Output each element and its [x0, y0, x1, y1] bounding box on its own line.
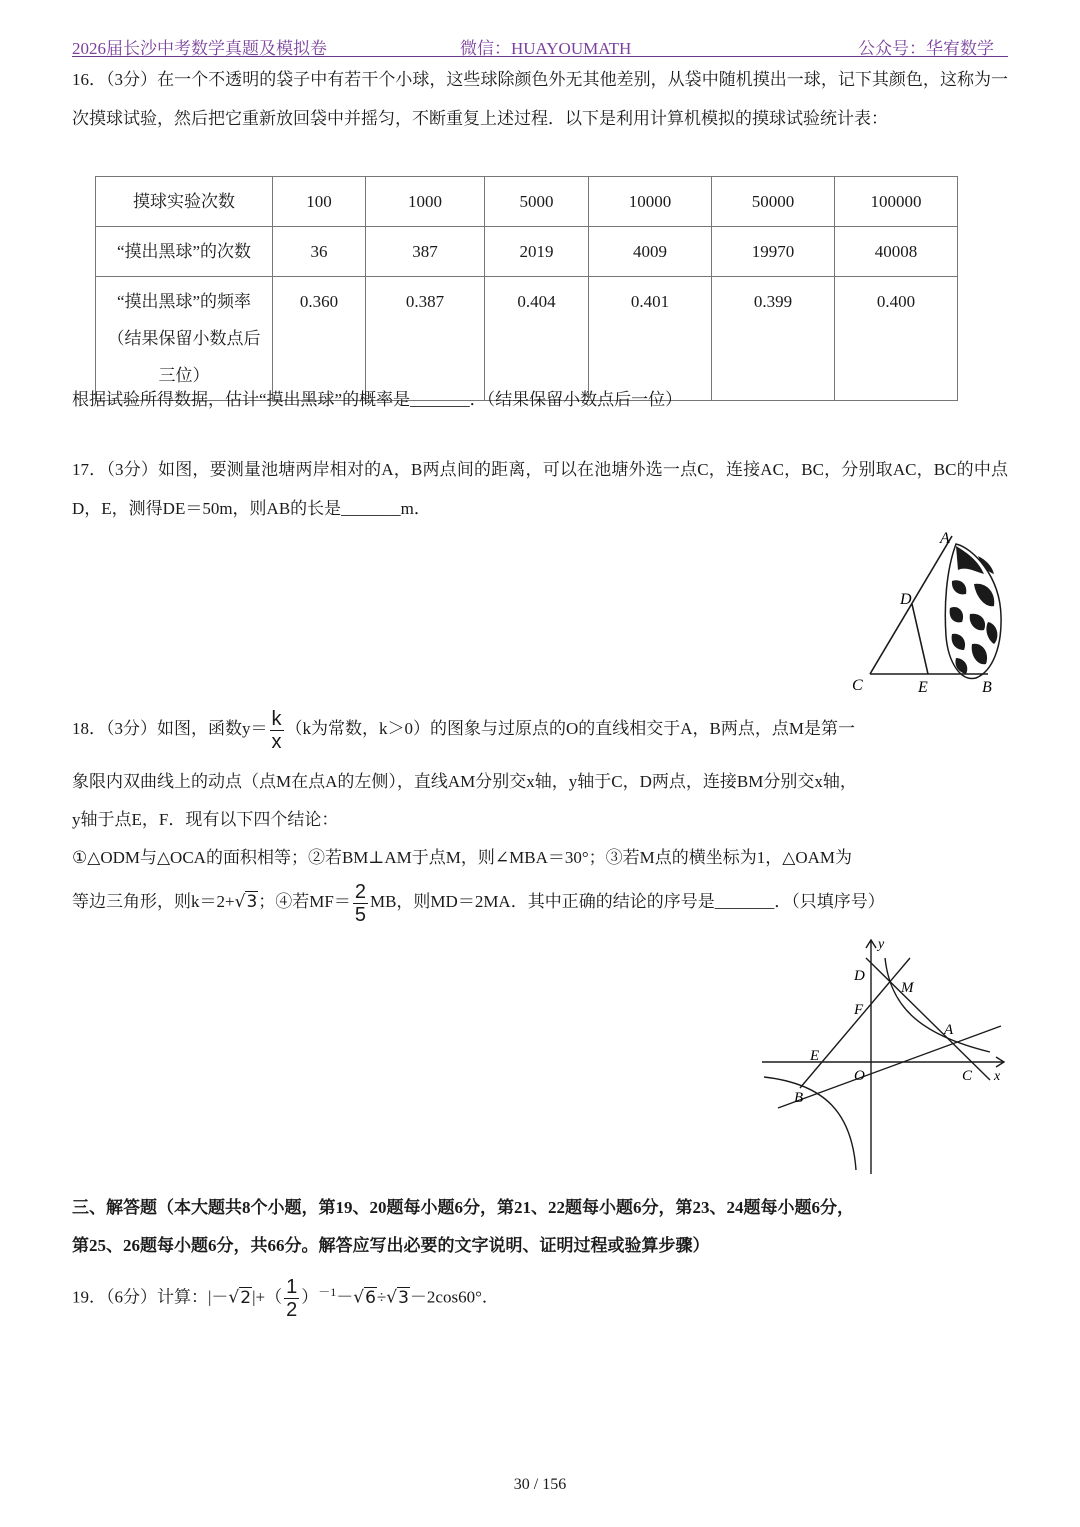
- table-cell: 36: [273, 227, 366, 277]
- section3-line1: 三、解答题（本大题共8个小题，第19、20题每小题6分，第21、22题每小题6分，第23、24题每小题6分，: [72, 1198, 854, 1217]
- table-cell: “摸出黑球”的次数: [96, 227, 273, 277]
- q18-fraction-2: [353, 882, 368, 925]
- table-cell: 19970: [712, 227, 835, 277]
- sqrt-expr: √2: [228, 1287, 252, 1308]
- sqrt-radicand: 6: [365, 1287, 376, 1308]
- label-x: x: [994, 1069, 1001, 1084]
- q18-line5-b: ；④若MF＝: [258, 892, 351, 911]
- hyperbola-branch-1: [885, 958, 990, 1052]
- label-d: D: [854, 968, 865, 984]
- q18-line5-c: MB，则MD＝2MA．其中正确的结论的序号是_______．（只填序号）: [369, 892, 885, 911]
- frac-num: 2: [354, 880, 366, 903]
- q19-d: －: [336, 1287, 354, 1307]
- frac-num: 1: [286, 1276, 298, 1299]
- table-cell: 0.399: [712, 277, 835, 401]
- q19-e: ÷: [376, 1287, 387, 1307]
- freq-label-line3: 三位）: [158, 366, 210, 385]
- table-cell: 0.360: [273, 277, 366, 401]
- q18-line1-a: 18．（3分）如图，函数y＝: [72, 719, 268, 738]
- q19-b: |+（: [252, 1287, 283, 1307]
- table-cell: 0.404: [485, 277, 589, 401]
- sqrt-expr: √3: [386, 1287, 409, 1308]
- frac-num: k: [271, 707, 282, 730]
- table-cell: 50000: [712, 177, 835, 227]
- table-cell: 4009: [589, 227, 712, 277]
- q18-line5-a: 等边三角形，则k＝2+: [72, 892, 235, 911]
- table-cell: 0.400: [835, 277, 958, 401]
- q19-a: 19．（6分）计算：|－: [72, 1287, 229, 1307]
- label-o: O: [854, 1068, 865, 1084]
- freq-label-line2: （结果保留小数点后: [107, 329, 261, 348]
- label-a: A: [940, 530, 950, 547]
- sqrt-expr: √6: [353, 1287, 376, 1308]
- section3-line2: 第25、26题每小题6分，共66分。解答应写出必要的文字说明、证明过程或验算步骤）: [72, 1236, 710, 1255]
- table-row: [96, 227, 958, 277]
- page-number: 30 / 156: [513, 1476, 567, 1493]
- q18-fraction: [270, 709, 284, 752]
- q17-text: 17．（3分）如图，要测量池塘两岸相对的A，B两点间的距离，可以在池塘外选一点C，连接AC，BC，分别取AC，BC的中点D，E，测得DE＝50m，则AB的长是_______m．: [72, 460, 1008, 518]
- q19-expression: [72, 1270, 1008, 1320]
- label-b: B: [982, 679, 992, 696]
- sqrt-radicand: 3: [398, 1287, 409, 1308]
- table-cell: 100: [273, 177, 366, 227]
- q19-c: ）: [301, 1287, 319, 1307]
- q19-f: －2cos60°．: [409, 1287, 499, 1307]
- header-account: 公众号：华宥数学: [858, 39, 994, 58]
- label-c: C: [852, 677, 863, 694]
- table-cell: 0.387: [366, 277, 485, 401]
- label-a: A: [944, 1022, 954, 1038]
- table-cell: 10000: [589, 177, 712, 227]
- label-b: B: [794, 1090, 804, 1106]
- freq-label-line1: “摸出黑球”的频率: [116, 292, 252, 311]
- table-cell: 1000: [366, 177, 485, 227]
- label-f: F: [854, 1002, 864, 1018]
- frac-den: 2: [286, 1299, 298, 1322]
- q18-line3: y轴于点E，F．现有以下四个结论：: [72, 810, 339, 829]
- table-cell: 摸球实验次数: [96, 177, 273, 227]
- label-m: M: [901, 980, 914, 996]
- q18-line1-b: （k为常数，k＞0）的图象与过原点的O的直线相交于A，B两点，点M是第一: [285, 719, 856, 738]
- q19-fraction: [284, 1277, 299, 1320]
- q16-question: 根据试验所得数据，估计“摸出黑球”的概率是_______．（结果保留小数点后一位）: [72, 390, 683, 409]
- line-de: [912, 604, 928, 674]
- label-e: E: [918, 679, 928, 696]
- table-cell: 387: [366, 227, 485, 277]
- label-y: y: [878, 937, 885, 952]
- hyperbola-branch-2: [764, 1077, 856, 1170]
- page-header: [72, 34, 1008, 57]
- q17-figure: [848, 526, 1010, 698]
- label-e: E: [810, 1048, 820, 1064]
- q18-line2: 象限内双曲线上的动点（点M在点A的左侧），直线AM分别交x轴，y轴于C，D两点，连接BM分别交x轴，: [72, 772, 857, 791]
- header-title: 2026届长沙中考数学真题及模拟卷: [72, 39, 327, 58]
- table-cell: 0.401: [589, 277, 712, 401]
- label-c: C: [962, 1068, 973, 1084]
- q18-line4: ①△ODM与△OCA的面积相等；②若BM⊥AM于点M，则∠MBA＝30°；③若M点的横坐标为1，△OAM为: [72, 848, 853, 867]
- table-cell: 100000: [835, 177, 958, 227]
- table-row: [96, 177, 958, 227]
- q16-text: 16．（3分）在一个不透明的袋子中有若干个小球，这些球除颜色外无其他差别，从袋中随机摸出一球，记下其颜色，这称为一次摸球试验，然后把它重新放回袋中并摇匀，不断重复上述过程．以下是利用计算机模拟的摸球试验统计表：: [72, 70, 1008, 128]
- frac-den: 5: [354, 903, 366, 926]
- label-d: D: [900, 591, 912, 608]
- q19-exponent: －1: [318, 1285, 337, 1299]
- sqrt-expr: √3: [234, 892, 258, 912]
- line-ab: [778, 1026, 1001, 1108]
- sqrt-radicand: 2: [240, 1287, 252, 1308]
- q18-figure: [756, 934, 1012, 1178]
- q18-line1: [72, 707, 1008, 752]
- table-cell: 5000: [485, 177, 589, 227]
- header-wechat: 微信：HUAYOUMATH: [460, 39, 632, 58]
- table-cell: 40008: [835, 227, 958, 277]
- table-cell: 2019: [485, 227, 589, 277]
- frac-den: x: [271, 730, 282, 753]
- q18-line5: [72, 880, 1008, 925]
- sqrt-radicand: 3: [246, 892, 258, 912]
- q16-table: [95, 176, 958, 401]
